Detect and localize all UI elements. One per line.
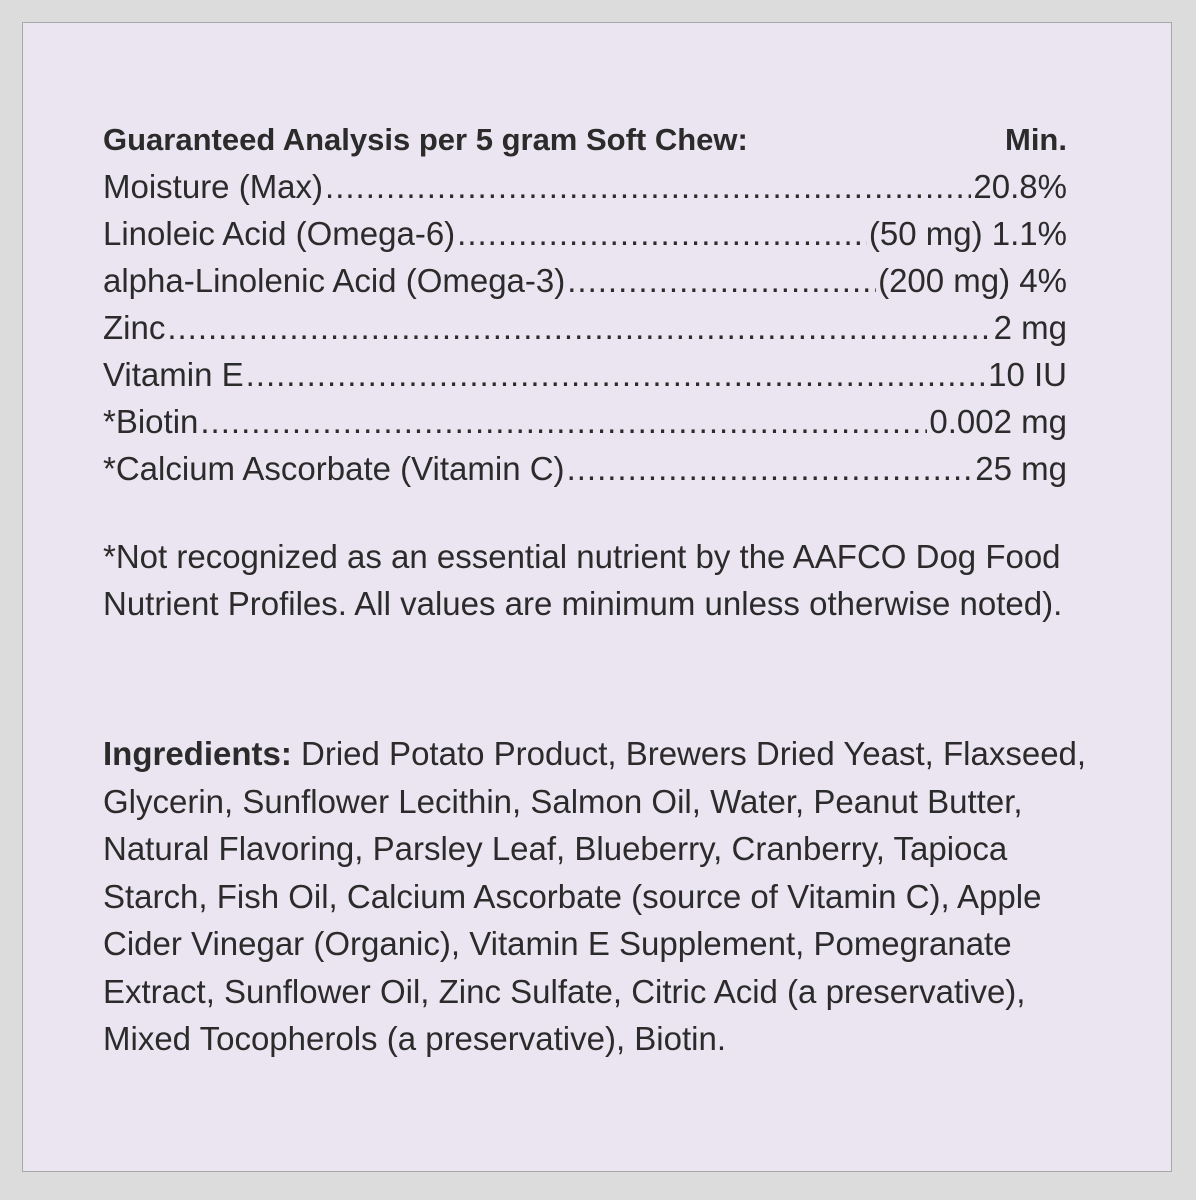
guaranteed-analysis-title: Guaranteed Analysis per 5 gram Soft Chew: <box>103 122 748 157</box>
analysis-row-label: Moisture (Max) <box>103 168 324 205</box>
analysis-row-vitamin-e <box>103 351 1067 398</box>
analysis-row-calcium-ascorbate <box>103 445 1067 492</box>
dot-leader <box>325 163 971 210</box>
dot-leader <box>200 398 927 445</box>
dot-leader <box>246 351 987 398</box>
guaranteed-analysis-table <box>103 116 1067 492</box>
analysis-row-value: 25 mg <box>975 450 1067 487</box>
dot-leader <box>457 210 867 257</box>
guaranteed-analysis-header <box>103 116 1067 163</box>
ingredients-paragraph <box>103 730 1113 1063</box>
analysis-row-linoleic-acid <box>103 210 1067 257</box>
dot-leader <box>567 257 876 304</box>
analysis-row-value: 20.8% <box>973 168 1067 205</box>
dot-leader <box>167 304 991 351</box>
aafco-footnote: *Not recognized as an essential nutrient by the AAFCO Dog Food Nutrient Profiles. All values are minimum unless otherwise noted). <box>103 538 1063 622</box>
analysis-row-value: (200 mg) 4% <box>878 262 1067 299</box>
analysis-row-label: alpha-Linolenic Acid (Omega-3) <box>103 262 566 299</box>
analysis-row-value: 10 IU <box>988 356 1067 393</box>
ingredients-list: Dried Potato Product, Brewers Dried Yeast, Flaxseed, Glycerin, Sunflower Lecithin, Salmon Oil, Water, Peanut Butter, Natural Flavoring, Parsley Leaf, Blueberry, Cranberry, Tapioca Starch, Fish Oil, Calcium Ascorbate (source of Vitamin C), Apple Cider Vinegar (Organic), Vitamin E Supplement, Pomegranate Extract, Sunflower Oil, Zinc Sulfate, Citric Acid (a preservative), Mixed Tocopherols (a preservative), Biotin. <box>103 735 1087 1057</box>
dot-leader <box>567 445 974 492</box>
analysis-row-value: 2 mg <box>993 309 1067 346</box>
analysis-row-label: Linoleic Acid (Omega-6) <box>103 215 456 252</box>
analysis-row-biotin <box>103 398 1067 445</box>
analysis-row-zinc <box>103 304 1067 351</box>
analysis-row-alpha-linolenic-acid <box>103 257 1067 304</box>
analysis-row-label: Zinc <box>103 309 166 346</box>
analysis-row-value: 0.002 mg <box>929 403 1067 440</box>
analysis-row-label: Vitamin E <box>103 356 244 393</box>
label-panel <box>22 22 1172 1172</box>
analysis-row-label: *Biotin <box>103 403 199 440</box>
ingredients-label: Ingredients: <box>103 735 292 772</box>
guaranteed-analysis-column-label: Min. <box>1005 122 1067 157</box>
analysis-row-moisture <box>103 163 1067 210</box>
analysis-row-value: (50 mg) 1.1% <box>868 215 1067 252</box>
analysis-row-label: *Calcium Ascorbate (Vitamin C) <box>103 450 565 487</box>
